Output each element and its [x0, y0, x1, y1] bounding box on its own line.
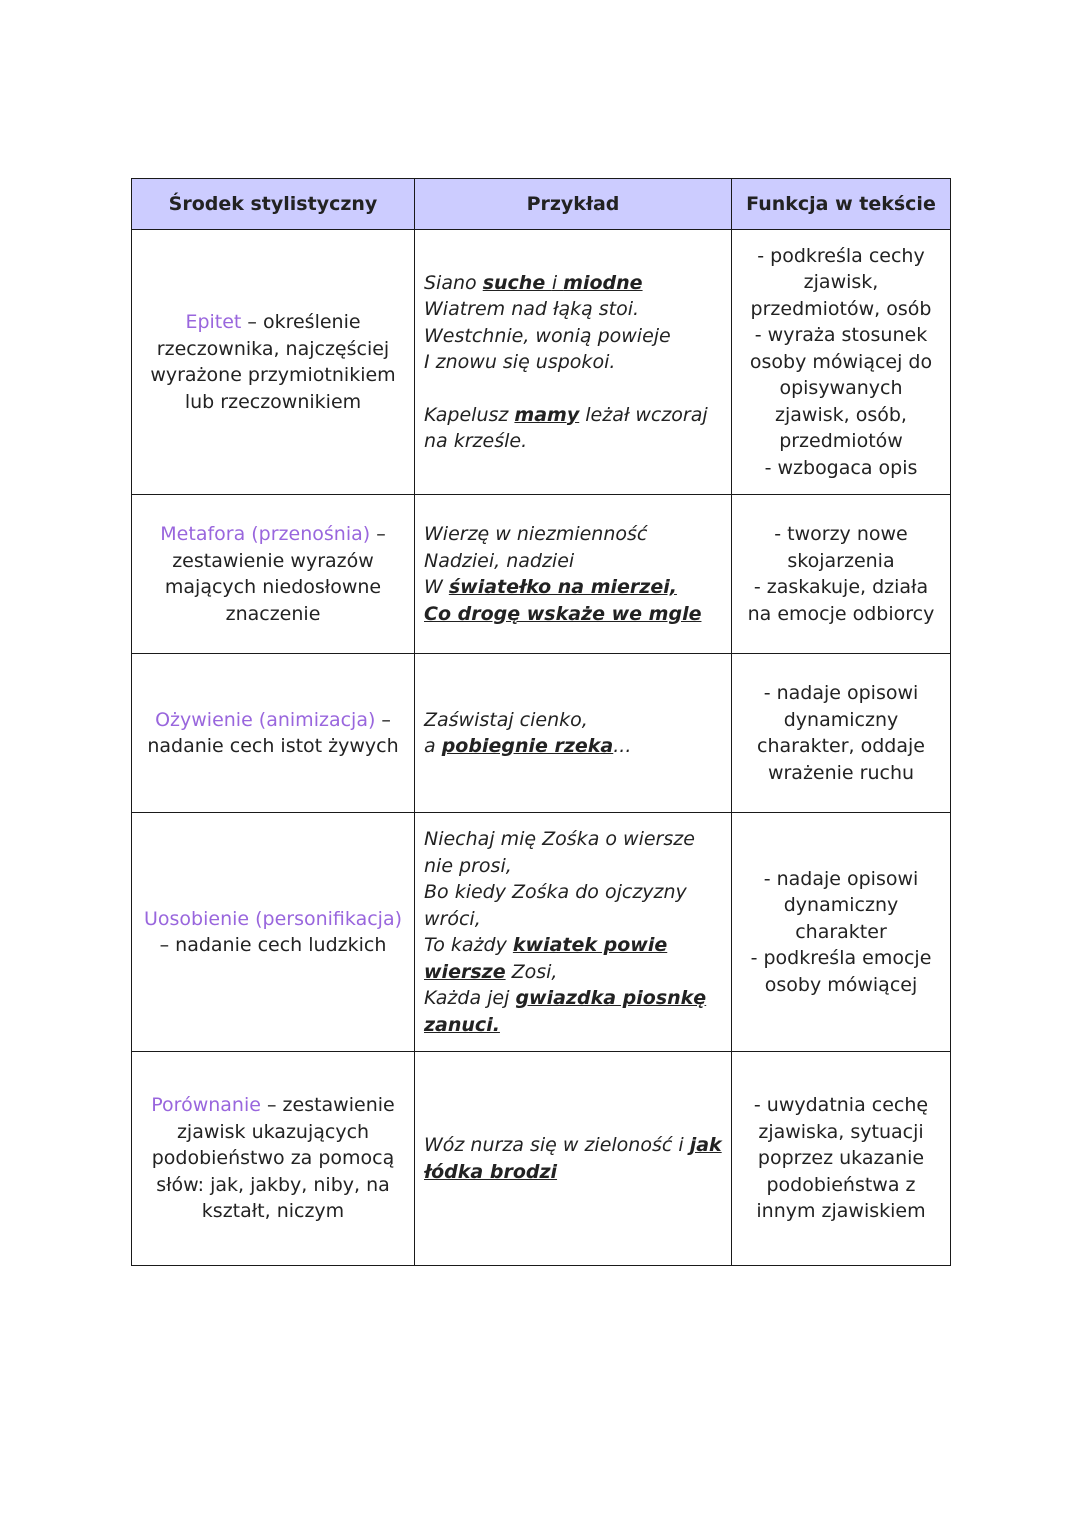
function-cell	[732, 1052, 951, 1266]
device-definition: – określenie rzeczownika, najczęściej wyrażone przymiotnikiem lub rzeczownikiem	[150, 311, 396, 413]
example-highlight: jak łódka brodzi	[424, 1134, 722, 1183]
header-device: Środek stylistyczny	[132, 179, 415, 230]
example-text: W	[424, 576, 449, 598]
example-cell	[415, 495, 732, 654]
example-line: Zaświstaj cienko,	[424, 708, 588, 731]
function-cell	[732, 654, 951, 813]
example-cell	[415, 654, 732, 813]
table-row	[132, 1052, 951, 1266]
device-name: Uosobienie (personifikacja)	[143, 907, 402, 930]
example-line: Niechaj mię Zośka o wiersze nie prosi,	[424, 828, 695, 877]
example-line	[424, 733, 722, 760]
device-name: Epitet	[185, 311, 242, 333]
function-cell	[732, 495, 951, 654]
table-row	[132, 495, 951, 654]
device-definition: – zestawienie wyrazów mających niedosłowne znaczenie	[164, 523, 386, 625]
example-line: Wiatrem nad łąką stoi.	[424, 298, 640, 320]
device-cell	[132, 230, 415, 495]
function-item: - podkreśla emocje osoby mówiącej	[750, 947, 932, 996]
function-item: - tworzy nowe skojarzenia	[774, 523, 908, 572]
stylistic-devices-table	[131, 178, 951, 1266]
function-item: - wzbogaca opis	[764, 456, 918, 479]
device-definition: – nadanie cech ludzkich	[159, 934, 387, 956]
device-definition: – zestawienie zjawisk ukazujących podobieństwo za pomocą słów: jak, jakby, niby, na kształt, niczym	[151, 1094, 395, 1223]
example-line	[424, 985, 722, 1038]
example-text: i	[551, 271, 564, 294]
example-cell	[415, 813, 732, 1052]
header-function: Funkcja w tekście	[732, 179, 951, 230]
table-row	[132, 654, 951, 813]
function-cell	[732, 813, 951, 1052]
function-item: - podkreśla cechy zjawisk, przedmiotów, osób	[750, 244, 932, 320]
spacer	[424, 376, 722, 402]
function-item: - uwydatnia cechę zjawiska, sytuacji poprzez ukazanie podobieństwa z innym zjawiskiem	[753, 1094, 929, 1223]
example-text: Każda jej	[424, 987, 516, 1009]
example-line: Wierzę w niezmienność	[424, 523, 648, 545]
device-cell	[132, 495, 415, 654]
example-line	[424, 402, 722, 455]
example-highlight: pobiegnie rzeka	[441, 735, 614, 757]
device-name: Ożywienie (animizacja)	[155, 708, 376, 731]
example-text: Wóz nurza się w zieloność i	[424, 1134, 690, 1156]
device-cell	[132, 813, 415, 1052]
example-highlight: gwiazdka piosnkę zanuci.	[424, 987, 707, 1036]
example-line: Co drogę wskaże we mgle	[424, 602, 702, 625]
example-line	[424, 1132, 722, 1185]
example-text: ...	[613, 735, 632, 757]
example-line	[424, 932, 722, 985]
device-cell	[132, 1052, 415, 1266]
example-text: Zosi,	[505, 960, 558, 983]
function-item: - zaskakuje, działa na emocje odbiorcy	[747, 576, 935, 625]
example-highlight: światełko na mierzei,	[448, 576, 677, 598]
example-text: Kapelusz	[424, 403, 515, 426]
example-text: leżał wczoraj na krześle.	[424, 403, 708, 452]
example-line: Nadziei, nadziei	[424, 549, 575, 572]
example-line	[424, 270, 722, 297]
header-example: Przykład	[415, 179, 732, 230]
example-text: a	[424, 735, 442, 757]
example-highlight: mamy	[514, 403, 580, 426]
function-cell	[732, 230, 951, 495]
device-name: Porównanie	[151, 1094, 261, 1117]
function-item: - nadaje opisowi dynamiczny charakter, oddaje wrażenie ruchu	[757, 682, 925, 784]
device-definition: – nadanie cech istot żywych	[147, 708, 399, 757]
example-line: I znowu się uspokoi.	[424, 351, 616, 373]
example-highlight: miodne	[563, 271, 643, 294]
example-highlight: kwiatek powie wiersze	[424, 934, 668, 983]
example-highlight: suche	[482, 271, 552, 294]
example-text: Siano	[424, 271, 483, 294]
function-item: - nadaje opisowi dynamiczny charakter	[763, 867, 919, 943]
device-name: Metafora (przenośnia)	[160, 523, 371, 545]
function-item: - wyraża stosunek osoby mówiącej do opisywanych zjawisk, osób, przedmiotów	[749, 324, 933, 453]
example-cell	[415, 1052, 732, 1266]
table-row	[132, 230, 951, 495]
example-line	[424, 574, 722, 601]
example-cell	[415, 230, 732, 495]
device-cell	[132, 654, 415, 813]
table-row	[132, 813, 951, 1052]
example-text: To każdy	[424, 934, 513, 956]
header-row	[132, 179, 951, 230]
example-line: Westchnie, wonią powieje	[424, 324, 671, 347]
example-line: Bo kiedy Zośka do ojczyzny wróci,	[424, 881, 687, 930]
